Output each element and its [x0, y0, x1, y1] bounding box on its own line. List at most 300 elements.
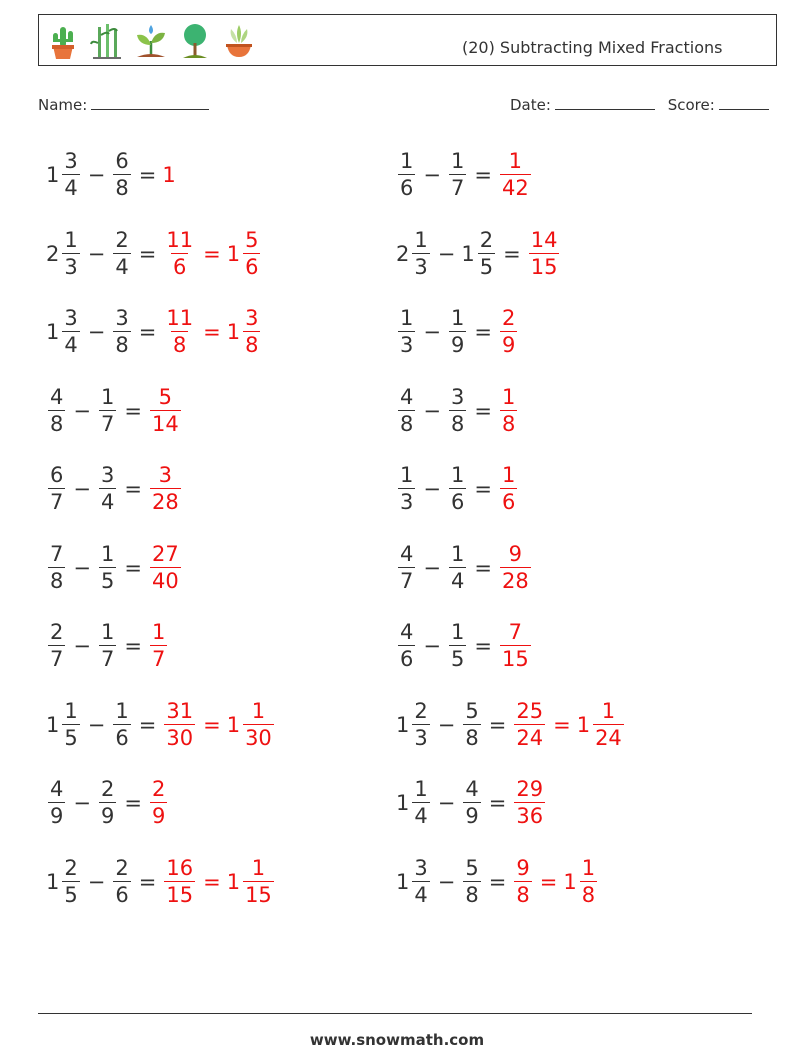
whole-part: 1	[46, 869, 60, 894]
answer	[512, 779, 547, 827]
denominator: 15	[501, 647, 529, 671]
denominator: 15	[166, 882, 194, 907]
fraction	[500, 622, 531, 670]
minus-sign: −	[423, 163, 441, 187]
denominator: 4	[414, 804, 428, 828]
fraction	[150, 384, 181, 436]
mixed-number	[396, 384, 417, 436]
denominator: 6	[501, 490, 516, 514]
date-blank	[555, 93, 655, 110]
mixed-number	[162, 698, 197, 750]
mixed-number	[97, 384, 118, 436]
denominator: 5	[100, 568, 115, 593]
numerator: 3	[100, 463, 115, 487]
denominator: 8	[465, 882, 479, 907]
denominator: 3	[400, 490, 414, 514]
fraction	[150, 541, 181, 593]
numerator: 3	[245, 306, 259, 330]
equals-sign: =	[503, 241, 521, 266]
equals-sign: =	[488, 869, 507, 894]
denominator: 8	[245, 333, 259, 357]
fraction	[449, 151, 466, 199]
numerator: 2	[479, 227, 494, 252]
denominator: 9	[50, 804, 64, 828]
denominator: 7	[100, 647, 115, 671]
answer	[512, 855, 599, 907]
mixed-number	[447, 465, 468, 513]
mixed-number	[498, 308, 519, 356]
numerator: 4	[400, 620, 414, 644]
fraction	[463, 698, 480, 750]
fraction	[48, 622, 65, 670]
mixed-number	[226, 698, 276, 750]
numerator: 7	[508, 620, 523, 644]
answer	[162, 227, 262, 279]
mixed-number	[46, 855, 82, 907]
numerator: 4	[400, 541, 414, 566]
mixed-number	[162, 855, 197, 907]
fraction	[62, 151, 79, 199]
denominator: 8	[516, 882, 530, 907]
denominator: 8	[115, 333, 129, 357]
numerator: 1	[400, 149, 414, 173]
whole-part: 1	[46, 163, 60, 187]
denominator: 8	[400, 411, 414, 436]
mixed-number	[46, 698, 82, 750]
whole-part: 1	[226, 241, 241, 266]
denominator: 30	[245, 725, 272, 750]
mixed-number	[447, 308, 468, 356]
equals-sign: =	[488, 712, 507, 737]
sprout-icon	[133, 21, 169, 61]
answer-equals-sign: =	[539, 869, 558, 894]
mixed-number	[46, 227, 82, 279]
denominator: 40	[151, 568, 179, 593]
mixed-number	[148, 541, 183, 593]
whole-part: 1	[226, 869, 241, 894]
numerator: 27	[151, 541, 179, 566]
problem-9	[46, 459, 183, 519]
numerator: 1	[115, 698, 129, 723]
denominator: 30	[166, 725, 194, 750]
mixed-number	[148, 779, 169, 827]
fraction	[500, 151, 531, 199]
equals-sign: =	[124, 477, 142, 501]
equals-sign: =	[124, 555, 142, 580]
minus-sign: −	[437, 712, 456, 737]
fraction	[62, 855, 79, 907]
problem-18	[396, 773, 547, 833]
mixed-number	[396, 227, 432, 279]
denominator: 42	[501, 176, 529, 200]
denominator: 5	[64, 725, 78, 750]
mixed-number	[396, 855, 432, 907]
numerator: 5	[245, 227, 259, 252]
minus-sign: −	[87, 869, 106, 894]
answer	[498, 308, 519, 356]
mixed-number	[162, 227, 197, 279]
mixed-number	[512, 698, 547, 750]
mixed-number	[46, 465, 67, 513]
fraction	[398, 622, 415, 670]
numerator: 5	[465, 855, 479, 880]
mixed-number	[97, 622, 118, 670]
numerator: 16	[166, 855, 194, 880]
denominator: 6	[245, 254, 259, 279]
numerator: 4	[400, 384, 414, 409]
mixed-number	[396, 308, 417, 356]
numerator: 3	[64, 149, 78, 173]
fraction	[164, 855, 195, 907]
denominator: 15	[530, 254, 558, 279]
minus-sign: −	[73, 634, 91, 658]
problem-5	[46, 302, 262, 362]
mixed-number	[461, 698, 482, 750]
minus-sign: −	[437, 869, 456, 894]
equals-sign: =	[474, 398, 492, 423]
denominator: 6	[400, 647, 414, 671]
denominator: 8	[450, 411, 465, 436]
mixed-number	[563, 855, 599, 907]
numerator: 1	[414, 777, 428, 801]
problem-3	[46, 224, 262, 284]
fraction	[48, 779, 65, 827]
mixed-number	[447, 541, 468, 593]
mixed-number	[396, 541, 417, 593]
fraction	[48, 465, 65, 513]
mixed-number	[498, 465, 519, 513]
mixed-number	[396, 465, 417, 513]
numerator: 2	[151, 777, 166, 801]
problem-10	[396, 459, 519, 519]
fraction	[463, 779, 480, 827]
footer-url: www.snowmath.com	[309, 1031, 485, 1049]
problem-7	[46, 381, 183, 441]
minus-sign: −	[73, 791, 91, 815]
denominator: 28	[151, 490, 179, 514]
numerator: 1	[251, 698, 266, 723]
numerator: 2	[414, 698, 428, 723]
minus-sign: −	[437, 241, 456, 266]
fraction	[164, 308, 195, 356]
answer	[498, 151, 533, 199]
denominator: 5	[450, 647, 465, 671]
fraction	[243, 227, 260, 279]
denominator: 9	[100, 804, 115, 828]
denominator: 24	[595, 725, 622, 750]
fraction	[449, 465, 466, 513]
fraction	[99, 779, 116, 827]
numerator: 1	[450, 149, 465, 173]
fraction	[243, 308, 260, 356]
answer	[162, 855, 275, 907]
fraction	[62, 308, 79, 356]
fraction	[62, 698, 79, 750]
answer	[148, 465, 183, 513]
numerator: 1	[450, 541, 465, 566]
numerator: 3	[115, 306, 129, 330]
equals-sign: =	[474, 634, 492, 658]
fraction	[113, 151, 130, 199]
answer	[498, 384, 519, 436]
denominator: 7	[100, 411, 115, 436]
cactus-icon	[45, 21, 81, 61]
minus-sign: −	[423, 477, 441, 501]
numerator: 4	[465, 777, 479, 801]
answer	[498, 541, 533, 593]
mixed-number	[148, 622, 169, 670]
mixed-number	[396, 779, 432, 827]
fraction	[449, 622, 466, 670]
denominator: 8	[465, 725, 479, 750]
fraction	[580, 855, 597, 907]
mixed-number	[498, 541, 533, 593]
minus-sign: −	[87, 163, 106, 187]
fraction	[62, 227, 79, 279]
fraction	[398, 151, 415, 199]
mixed-number	[111, 227, 132, 279]
numerator: 29	[516, 777, 544, 801]
numerator: 1	[501, 384, 516, 409]
mixed-number	[527, 227, 562, 279]
mixed-number	[162, 163, 176, 187]
answer-equals-sign: =	[553, 712, 571, 737]
answer	[512, 698, 625, 750]
worksheet-header	[38, 14, 777, 66]
fraction	[99, 541, 116, 593]
fraction	[500, 384, 517, 436]
denominator: 4	[115, 254, 129, 279]
mixed-number	[46, 308, 82, 356]
denominator: 8	[50, 568, 64, 593]
fraction	[99, 465, 116, 513]
fraction	[150, 465, 181, 513]
numerator: 6	[50, 463, 64, 487]
numerator: 25	[516, 698, 544, 723]
mixed-number	[226, 855, 276, 907]
numerator: 1	[414, 227, 428, 252]
mixed-number	[447, 384, 468, 436]
fraction	[412, 227, 429, 279]
denominator: 4	[64, 333, 78, 357]
problem-4	[396, 224, 561, 284]
fraction	[113, 308, 130, 356]
denominator: 15	[245, 882, 272, 907]
header-icons	[45, 19, 257, 63]
minus-sign: −	[423, 398, 441, 423]
answer	[527, 227, 562, 279]
fraction	[463, 855, 480, 907]
whole-part: 1	[226, 712, 241, 737]
problem-1	[46, 145, 177, 205]
whole-part: 1	[563, 869, 577, 894]
denominator: 4	[414, 882, 428, 907]
numerator: 14	[530, 227, 558, 252]
fraction	[449, 308, 466, 356]
numerator: 2	[100, 777, 115, 801]
mixed-number	[396, 151, 417, 199]
mixed-number	[447, 622, 468, 670]
fraction	[113, 227, 130, 279]
mixed-number	[576, 698, 626, 750]
problem-14	[396, 616, 533, 676]
mixed-number	[97, 779, 118, 827]
denominator: 36	[516, 804, 544, 828]
minus-sign: −	[87, 320, 106, 344]
worksheet-title: (20) Subtracting Mixed Fractions	[462, 38, 723, 57]
denominator: 9	[151, 804, 166, 828]
numerator: 9	[508, 541, 523, 566]
answer-equals-sign: =	[203, 869, 221, 894]
numerator: 4	[50, 777, 64, 801]
mixed-number	[97, 465, 118, 513]
whole-part: 1	[226, 320, 241, 344]
denominator: 9	[465, 804, 479, 828]
answer	[162, 698, 275, 750]
numerator: 2	[115, 855, 129, 880]
numerator: 1	[100, 384, 115, 409]
mixed-number	[498, 622, 533, 670]
fraction	[99, 622, 116, 670]
equals-sign: =	[474, 320, 492, 344]
fraction	[514, 698, 545, 750]
whole-part: 2	[396, 241, 410, 266]
fraction	[48, 384, 65, 436]
numerator: 1	[450, 306, 465, 330]
problem-13	[46, 616, 169, 676]
mixed-number	[498, 151, 533, 199]
mixed-number	[111, 308, 132, 356]
answer	[148, 541, 183, 593]
numerator: 7	[50, 541, 64, 566]
problem-2	[396, 145, 533, 205]
equals-sign: =	[138, 320, 157, 344]
equals-sign: =	[124, 791, 142, 815]
mixed-number	[498, 384, 519, 436]
answer	[148, 622, 169, 670]
answer	[148, 779, 169, 827]
whole-part: 1	[461, 241, 475, 266]
fraction	[529, 227, 560, 279]
equals-sign: =	[474, 477, 492, 501]
mixed-number	[97, 541, 118, 593]
date-score-fields	[510, 93, 769, 114]
fraction	[500, 465, 517, 513]
whole-part: 1	[576, 712, 591, 737]
bamboo-icon	[89, 21, 125, 61]
mixed-number	[461, 779, 482, 827]
fraction	[164, 698, 195, 750]
equals-sign: =	[124, 634, 142, 658]
fraction	[398, 308, 415, 356]
fraction	[398, 541, 415, 593]
equals-sign: =	[474, 163, 492, 187]
whole-part: 1	[396, 869, 410, 894]
numerator: 1	[64, 698, 78, 723]
equals-sign: =	[138, 869, 157, 894]
problem-20	[396, 852, 599, 912]
denominator: 5	[64, 882, 78, 907]
answer-equals-sign: =	[203, 241, 221, 266]
fraction	[412, 779, 429, 827]
tree-icon	[177, 21, 213, 61]
equals-sign: =	[138, 712, 157, 737]
numerator: 1	[601, 698, 616, 723]
mixed-number	[46, 384, 67, 436]
denominator: 7	[50, 647, 64, 671]
denominator: 4	[450, 568, 465, 593]
equals-sign: =	[138, 241, 157, 266]
numerator: 5	[158, 384, 173, 409]
answer-equals-sign: =	[203, 320, 221, 344]
denominator: 4	[64, 176, 78, 200]
denominator: 14	[151, 411, 179, 436]
mixed-number	[447, 151, 468, 199]
fraction	[412, 855, 429, 907]
mixed-number	[461, 227, 497, 279]
footer-divider	[38, 1013, 752, 1014]
fraction	[99, 384, 116, 436]
numerator: 4	[50, 384, 64, 409]
denominator: 6	[173, 254, 187, 279]
whole-part: 2	[46, 241, 60, 266]
minus-sign: −	[423, 555, 441, 580]
denominator: 6	[450, 490, 465, 514]
denominator: 8	[501, 411, 516, 436]
answer	[148, 384, 183, 436]
numerator: 2	[115, 227, 129, 252]
numerator: 1	[581, 855, 596, 880]
fraction	[164, 227, 195, 279]
denominator: 6	[115, 725, 129, 750]
mixed-number	[162, 308, 197, 356]
name-label: Name:	[38, 96, 88, 114]
mixed-number	[148, 384, 183, 436]
date-label: Date:	[510, 96, 551, 114]
fraction	[48, 541, 65, 593]
fraction	[398, 384, 415, 436]
whole-part: 1	[396, 791, 410, 815]
fraction	[514, 855, 531, 907]
minus-sign: −	[73, 477, 91, 501]
answer	[162, 163, 176, 187]
denominator: 5	[479, 254, 494, 279]
name-field	[38, 93, 209, 114]
equals-sign: =	[488, 791, 507, 815]
whole-part: 1	[46, 712, 60, 737]
denominator: 6	[115, 882, 129, 907]
numerator: 2	[501, 306, 516, 330]
mixed-number	[46, 541, 67, 593]
mixed-number	[111, 698, 132, 750]
numerator: 1	[151, 620, 166, 644]
problem-17	[46, 773, 169, 833]
denominator: 8	[581, 882, 596, 907]
numerator: 1	[64, 227, 78, 252]
numerator: 9	[516, 855, 530, 880]
mixed-number	[461, 855, 482, 907]
denominator: 6	[400, 176, 414, 200]
answer-equals-sign: =	[203, 712, 221, 737]
fraction	[150, 622, 167, 670]
numerator: 3	[414, 855, 428, 880]
denominator: 3	[400, 333, 414, 357]
whole-part: 1	[396, 712, 410, 737]
denominator: 3	[64, 254, 78, 279]
denominator: 8	[115, 176, 129, 200]
numerator: 1	[450, 463, 465, 487]
numerator: 5	[465, 698, 479, 723]
